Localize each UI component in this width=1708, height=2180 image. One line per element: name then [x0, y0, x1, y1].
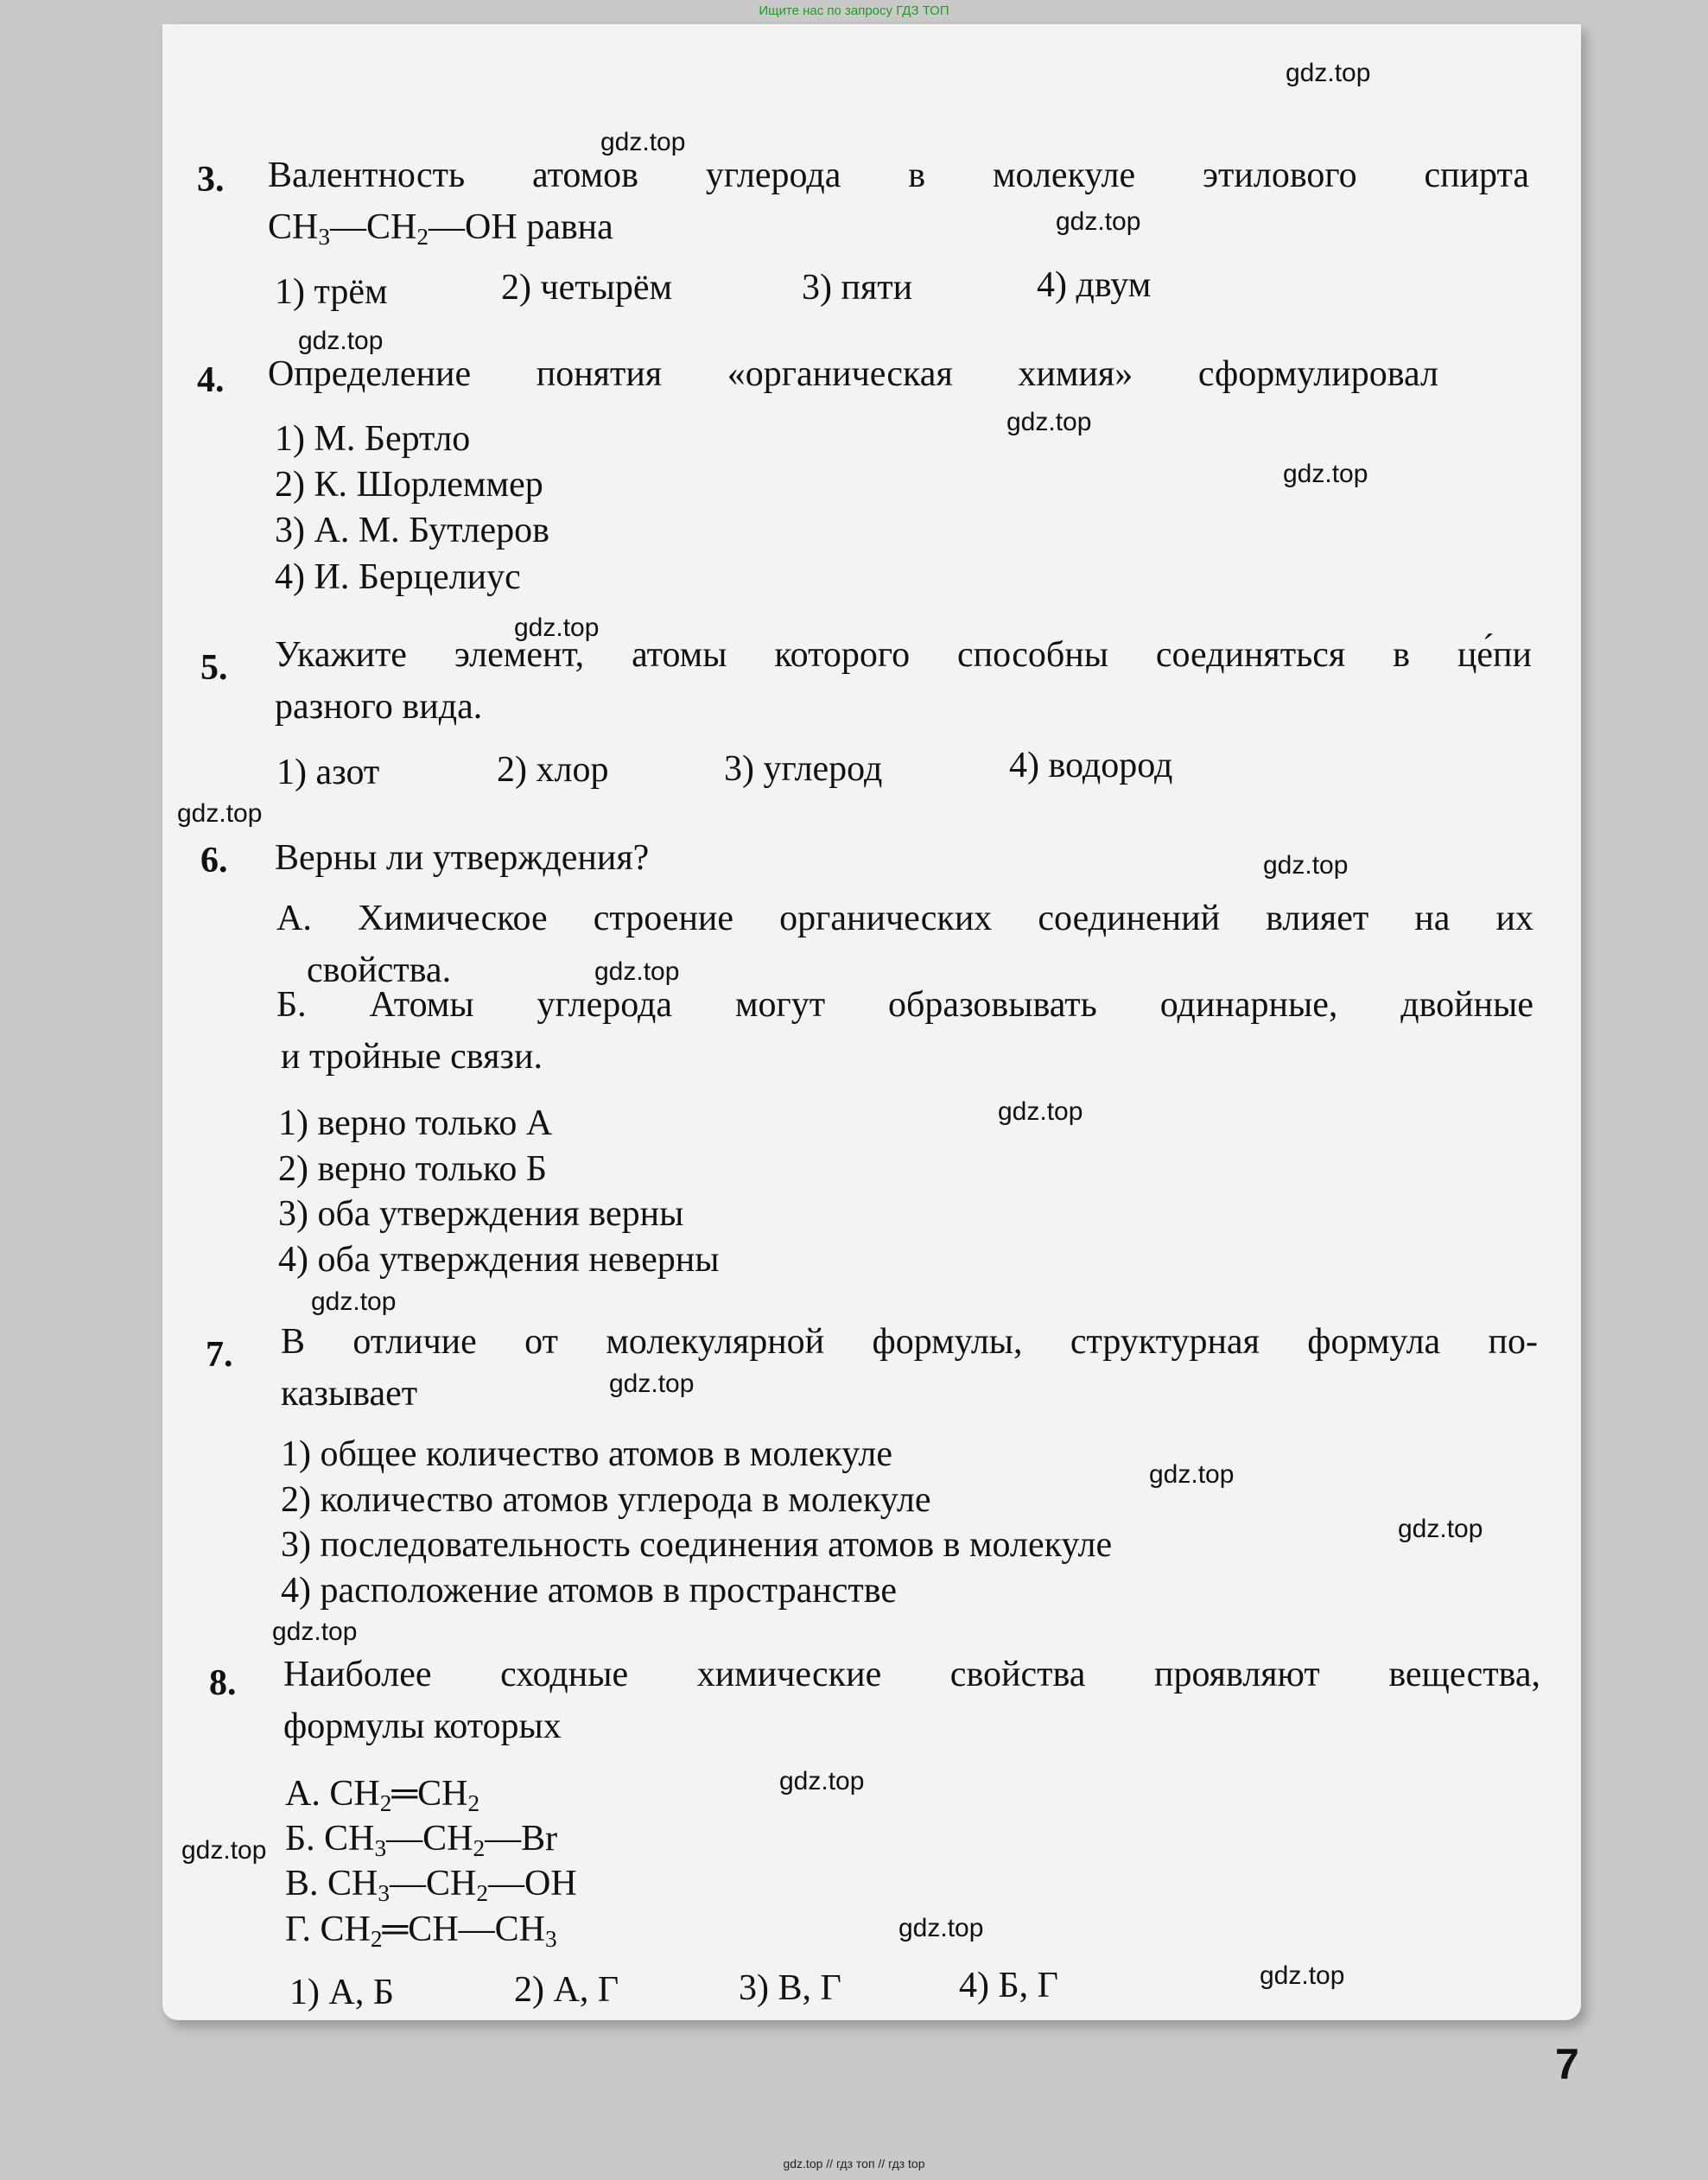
header-banner[interactable]: Ищите нас по запросу ГДЗ ТОП	[759, 3, 949, 18]
formula: $CH_3—CH_2—OH$ равна	[268, 207, 613, 250]
option-2[interactable]: 2) хлор	[497, 750, 609, 790]
watermark: gdz.top	[1398, 1515, 1483, 1543]
option-1[interactable]: 1) азот	[276, 753, 380, 792]
watermark: gdz.top	[1056, 207, 1141, 236]
option-3[interactable]: 3) А. М. Бутлеров	[275, 511, 549, 550]
option-4[interactable]: 4) И. Берцелиус	[275, 557, 521, 597]
option-4[interactable]: 4) двум	[1037, 265, 1152, 305]
option-1[interactable]: 1) общее количество атомов в молекуле	[281, 1434, 892, 1474]
formula-g: Г. $CH_2═CH—CH_3$	[285, 1910, 557, 1952]
watermark: gdz.top	[311, 1287, 397, 1316]
option-1[interactable]: 1) верно только А	[278, 1103, 553, 1143]
question-number: 8.	[209, 1663, 237, 1703]
question-text-cont: формулы которых	[283, 1707, 562, 1746]
watermark: gdz.top	[272, 1618, 358, 1646]
formula-a: А. $CH_2═CH_2$	[285, 1774, 480, 1816]
watermark: gdz.top	[609, 1370, 695, 1398]
option-2[interactable]: 2) А, Г	[514, 1970, 619, 2010]
option-2[interactable]: 2) четырём	[501, 268, 673, 308]
question-text-cont: разного вида.	[275, 687, 483, 727]
question-text: Верны ли утверждения?	[275, 838, 650, 878]
option-1[interactable]: 1) М. Бертло	[275, 419, 471, 459]
question-text: Укажите элемент, атомы которого способны соединяться в це́пи	[275, 635, 1532, 675]
formula-v: В. $CH_3—CH_2—OH$	[285, 1864, 577, 1906]
watermark: gdz.top	[1149, 1460, 1235, 1489]
page-number: 7	[1555, 2040, 1579, 2088]
option-4[interactable]: 4) водород	[1009, 746, 1173, 785]
option-1[interactable]: 1) А, Б	[289, 1973, 394, 2012]
watermark: gdz.top	[298, 327, 384, 355]
watermark: gdz.top	[514, 613, 600, 642]
option-3[interactable]: 3) оба утверждения верны	[278, 1194, 684, 1234]
statement-a-cont: свойства.	[307, 950, 452, 990]
watermark: gdz.top	[594, 957, 680, 986]
footer-banner[interactable]: gdz.top // гдз топ // гдз top	[783, 2157, 925, 2170]
question-number: 4.	[197, 360, 225, 400]
watermark: gdz.top	[1286, 59, 1371, 87]
question-number: 5.	[200, 648, 228, 688]
watermark: gdz.top	[898, 1914, 984, 1942]
option-1[interactable]: 1) трём	[275, 272, 388, 312]
option-3[interactable]: 3) углерод	[724, 749, 883, 789]
option-2[interactable]: 2) верно только Б	[278, 1149, 547, 1189]
option-2[interactable]: 2) К. Шорлеммер	[275, 465, 543, 505]
statement-b: Б. Атомы углерода могут образовывать одинарные, двойные	[276, 985, 1533, 1025]
formula-b: Б. $CH_3—CH_2—Br$	[285, 1819, 558, 1861]
watermark: gdz.top	[177, 799, 263, 828]
option-3[interactable]: 3) В, Г	[739, 1968, 841, 2008]
watermark: gdz.top	[181, 1836, 267, 1865]
watermark: gdz.top	[600, 128, 686, 156]
option-3[interactable]: 3) последовательность соединения атомов в молекуле	[281, 1525, 1113, 1565]
statement-a: А. Химическое строение органических соединений влияет на их	[276, 899, 1533, 938]
watermark: gdz.top	[1006, 408, 1092, 436]
question-text: В отличие от молекулярной формулы, структурная формула по-	[281, 1322, 1538, 1362]
statement-b-cont: и тройные связи.	[281, 1037, 543, 1077]
question-text: Валентность атомов углерода в молекуле этилового спирта	[268, 156, 1529, 195]
watermark: gdz.top	[1283, 460, 1368, 488]
watermark: gdz.top	[779, 1767, 865, 1795]
question-number: 7.	[206, 1335, 233, 1375]
option-4[interactable]: 4) Б, Г	[959, 1966, 1058, 2005]
watermark: gdz.top	[1263, 851, 1349, 880]
question-number: 3.	[197, 160, 225, 200]
option-4[interactable]: 4) оба утверждения неверны	[278, 1240, 720, 1280]
question-text: Наиболее сходные химические свойства проявляют вещества,	[283, 1655, 1540, 1694]
question-text-cont: казывает	[281, 1374, 418, 1414]
question-text: Определение понятия «органическая химия» сформулировал	[268, 354, 1438, 394]
watermark: gdz.top	[998, 1097, 1083, 1126]
option-2[interactable]: 2) количество атомов углерода в молекуле	[281, 1480, 931, 1520]
watermark: gdz.top	[1260, 1961, 1345, 1990]
option-3[interactable]: 3) пяти	[802, 268, 913, 308]
option-4[interactable]: 4) расположение атомов в пространстве	[281, 1571, 897, 1611]
question-number: 6.	[200, 841, 228, 880]
